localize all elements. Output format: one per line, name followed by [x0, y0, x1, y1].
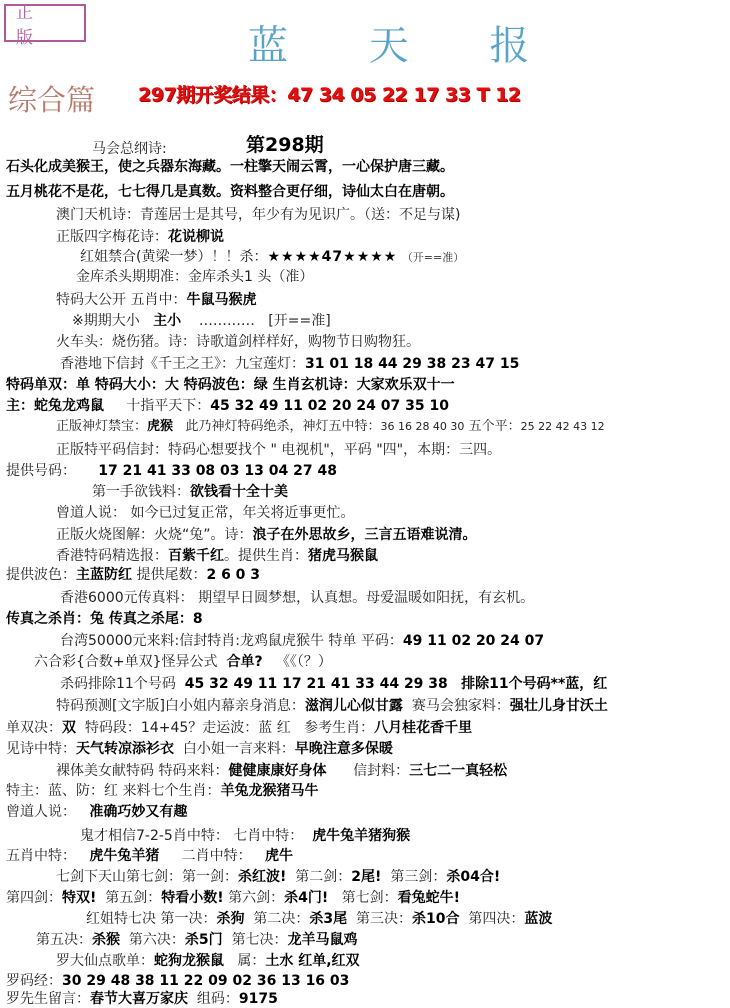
text-value: 百紫千红: [168, 548, 224, 564]
text-line: [56, 291, 256, 309]
text-value: 春节大喜万家庆: [90, 991, 188, 1007]
text-value: 9175: [238, 991, 278, 1007]
text-label: 第一手欲钱料：: [92, 484, 190, 500]
text-label: 罗大仙点歌单：: [56, 953, 154, 969]
text-label: 白小姐一言来料：: [182, 741, 295, 757]
text-label: 特码大公开 五肖中：: [56, 292, 187, 308]
text-line: [56, 697, 608, 715]
text-line: [36, 931, 358, 949]
text-line: [6, 158, 454, 176]
text-line: [92, 483, 288, 501]
text-value: 看兔蛇牛!: [397, 890, 461, 906]
text-value: 牛鼠马猴虎: [186, 292, 257, 308]
text-line-content: 石头化成美猴王，使之兵器东海藏。一柱擎天闹云霄，一心保护唐三藏。: [6, 159, 454, 175]
text-value: 杀狗: [216, 911, 245, 927]
text-value: 虎牛兔羊猪: [89, 848, 160, 864]
text-line: [6, 376, 455, 394]
text-value: 杀猴: [92, 932, 120, 948]
text-value: 45 32 49 11 02 20 24 07 35 10: [210, 398, 449, 414]
text-label: 提供号码：: [6, 463, 76, 479]
text-value: 主：蛇兔龙鸡鼠: [6, 398, 104, 414]
text-value: 主蓝防红: [76, 567, 132, 583]
text-label: 第五剑：: [105, 890, 162, 906]
text-line: [72, 312, 331, 330]
text-label: 正版神灯禁宝：: [56, 419, 148, 434]
text-note: [开==准]: [268, 313, 331, 329]
text-line: [6, 183, 454, 201]
text-label: 二肖中特：: [181, 848, 252, 864]
text-value: 杀04合!: [446, 869, 501, 885]
text-line: [56, 547, 378, 565]
star-value: ★★★★47★★★★: [267, 249, 398, 265]
text-value: 特双!: [62, 890, 97, 906]
text-line: [56, 762, 507, 780]
previous-result: 297期开奖结果：47 34 05 22 17 33 T 12: [138, 84, 521, 106]
text-note: 《《（？）: [275, 654, 332, 670]
text-label: 六合彩{合数+单双}怪异公式: [34, 654, 218, 670]
text-line: 澳门天机诗：青莲居士是其号，年少有为见识广。（送：不足与谋): [56, 207, 461, 223]
text-label: 正版四字梅花诗：: [56, 229, 168, 245]
text-line: [60, 632, 544, 650]
text-line: [56, 418, 605, 436]
text-label: 第六剑：: [228, 890, 285, 906]
text-value: 杀10合: [412, 911, 460, 927]
text-label: 五个平：: [468, 419, 521, 434]
text-line-content: 传真之杀肖：兔 传真之杀尾：8: [6, 611, 203, 627]
text-line: [6, 990, 278, 1008]
text-value: 准确巧妙又有趣: [89, 804, 188, 820]
text-line: 马会总纲诗:: [92, 141, 167, 157]
text-label: 第四剑：: [6, 890, 62, 906]
text-label: 特码段：14+45？走运波：蓝 红: [84, 720, 291, 736]
text-label: 罗码经：: [6, 973, 62, 989]
masthead-title: 蓝 天 报: [248, 23, 564, 69]
text-value: 合单?: [226, 654, 263, 670]
text-label: 信封料：: [353, 763, 410, 779]
text-line: [80, 827, 410, 845]
text-label: 十指平天下：: [126, 398, 211, 414]
text-label: 赛马会独家料：: [411, 698, 510, 714]
text-line: [34, 653, 332, 671]
text-value: 杀3尾: [309, 911, 348, 927]
text-line: 火车头：烧伤猪。诗：诗歌道剑样样好，购物节日购物狂。: [56, 334, 420, 350]
text-line: [56, 228, 224, 246]
text-line: [86, 910, 552, 928]
text-label: 罗先生留言：: [6, 991, 90, 1007]
text-value: 杀红波!: [238, 869, 287, 885]
text-value: 龙羊马鼠鸡: [287, 932, 358, 948]
text-dots: …………: [198, 313, 255, 329]
text-label: 七剑下天山第七剑：第一剑：: [56, 869, 238, 885]
authentic-stamp: 正 版: [4, 4, 86, 42]
text-label: 第三剑：: [390, 869, 447, 885]
text-label: 第二剑：: [295, 869, 352, 885]
text-line: [6, 782, 318, 800]
text-value: 早晚注意多保暖: [294, 741, 393, 757]
text-label: 见诗中特：: [6, 741, 76, 757]
text-value: 天气转凉添衫衣: [76, 741, 174, 757]
text-value: 猪虎马猴鼠: [308, 548, 378, 564]
text-value: 36 16 28 40 30: [380, 420, 465, 433]
text-value: 排除11个号码**蓝，红: [461, 676, 608, 692]
text-value: 虎牛: [264, 848, 293, 864]
text-label: 红姐特七决 第一决：: [86, 911, 217, 927]
text-label: ※期期大小: [72, 313, 140, 329]
text-label: 香港特码精选报：: [56, 548, 168, 564]
text-value: 2 6 0 3: [206, 567, 261, 583]
text-line: [56, 868, 500, 886]
text-line: [56, 952, 360, 970]
text-value: 土水 红单,红双: [265, 953, 360, 969]
text-label: 第二决：: [253, 911, 310, 927]
text-value: 特看小数!: [161, 890, 224, 906]
text-value: 蛇狗龙猴鼠: [154, 953, 224, 969]
text-value: 30 29 48 38 11 22 09 02 36 13 16 03: [62, 973, 350, 989]
text-label: 裸体美女献特码 特码来料：: [56, 763, 229, 779]
text-value: 八月桂花香千里: [374, 720, 473, 736]
text-value: 31 01 18 44 29 38 23 47 15: [305, 356, 520, 372]
text-line: [6, 889, 460, 907]
text-line: 金库杀头期期准：金库杀头1 头（准）: [76, 269, 314, 285]
text-line: [6, 610, 203, 628]
text-line: [60, 355, 519, 373]
text-line: [6, 847, 293, 865]
text-value: 羊兔龙猴猪马牛: [220, 783, 319, 799]
text-label: 第四决：: [468, 911, 525, 927]
text-value: 虎牛兔羊猪狗猴: [312, 828, 411, 844]
text-line: [56, 526, 477, 544]
text-label: 特码预测[文字版]白小姐内幕亲身消息：: [56, 698, 305, 714]
text-value: 2尾!: [351, 869, 382, 885]
text-value: 双: [62, 720, 76, 736]
text-value: 17 21 41 33 08 03 13 04 27 48: [98, 463, 337, 479]
text-label: 曾道人说：: [6, 804, 76, 820]
text-line: 曾道人说： 如今已过复正常，年关将近事更忙。: [56, 505, 355, 521]
text-value: 49 11 02 20 24 07: [402, 633, 545, 649]
text-value: 主小: [153, 313, 182, 329]
text-line-content: 五月桃花不是花，七七得几是真数。资料整合更仔细，诗仙太白在唐朝。: [6, 184, 454, 200]
text-value: 欲钱看十全十美: [190, 484, 288, 500]
text-value: 蓝波: [524, 911, 553, 927]
text-label: 第三决：: [356, 911, 413, 927]
text-value: 滋润儿心似甘露: [304, 698, 403, 714]
text-value: 25 22 42 43 12: [520, 420, 605, 433]
text-label: 单双决：: [6, 720, 62, 736]
section-label: 综合篇: [8, 83, 96, 117]
text-note: （开==准）: [401, 251, 465, 264]
text-label: 。提供生肖：: [224, 548, 308, 564]
text-line: [6, 719, 472, 737]
text-line: 香港6000元传真料： 期望早日圆梦想，认真想。母爱温暖如阳抚，有玄机。: [60, 590, 535, 606]
text-line: [6, 397, 449, 415]
text-label: 杀码排除11个号码: [60, 676, 176, 692]
text-line: [6, 462, 337, 480]
text-value: 杀4门!: [284, 890, 329, 906]
text-line-content: 特码单双：单 特码大小：大 特码波色：绿 生肖玄机诗：大家欢乐双十一: [6, 377, 455, 393]
text-value: 浪子在外思故乡，三言五语难说清。: [252, 527, 477, 543]
text-line: [6, 972, 349, 990]
text-line: [6, 803, 187, 821]
text-label: 参考生肖：: [304, 720, 375, 736]
text-line: [60, 675, 607, 693]
text-label: 提供波色：: [6, 567, 76, 583]
text-label: 第七决：: [231, 932, 288, 948]
text-value: 虎猴: [147, 419, 174, 434]
text-label: 属：: [237, 953, 266, 969]
text-label: 此乃神灯特码绝杀，神灯五中特：: [185, 419, 381, 434]
text-label: 提供尾数：: [136, 567, 207, 583]
text-value: 花说柳说: [168, 229, 224, 245]
issue-number: 第298期: [246, 134, 324, 156]
text-label: 正版火烧图解：火烧“兔”。诗：: [56, 527, 253, 543]
text-line: [6, 566, 260, 584]
text-value: 45 32 49 11 17 21 41 33 44 29 38: [184, 676, 448, 692]
text-value: 强壮儿身甘沃土: [509, 698, 608, 714]
text-label: 香港地下信封《千王之王》：九宝莲灯：: [60, 356, 305, 372]
text-value: 三七二一真轻松: [409, 763, 508, 779]
text-label: 第六决：: [128, 932, 185, 948]
text-label: 组码：: [196, 991, 239, 1007]
text-label: 鬼才相信7-2-5肖中特： 七肖中特：: [80, 828, 304, 844]
text-value: 健健康康好身体: [228, 763, 327, 779]
text-label: 第七剑：: [341, 890, 398, 906]
text-label: 台湾50000元来料:信封特肖:龙鸡鼠虎猴牛 特单 平码：: [60, 633, 403, 649]
text-value: 杀5门: [184, 932, 223, 948]
text-line: [6, 740, 393, 758]
text-label: 第五决：: [36, 932, 92, 948]
text-label: 五肖中特：: [6, 848, 76, 864]
text-line: 正版特平码信封：特码心想要找个 " 电视机"，平码 "四"，本期：三四。: [56, 442, 502, 458]
text-label: 特主：蓝、防：红 来料七个生肖：: [6, 783, 221, 799]
text-label: 红姐禁合(黄梁一梦）！！杀：: [80, 249, 268, 265]
text-line: [80, 248, 464, 267]
